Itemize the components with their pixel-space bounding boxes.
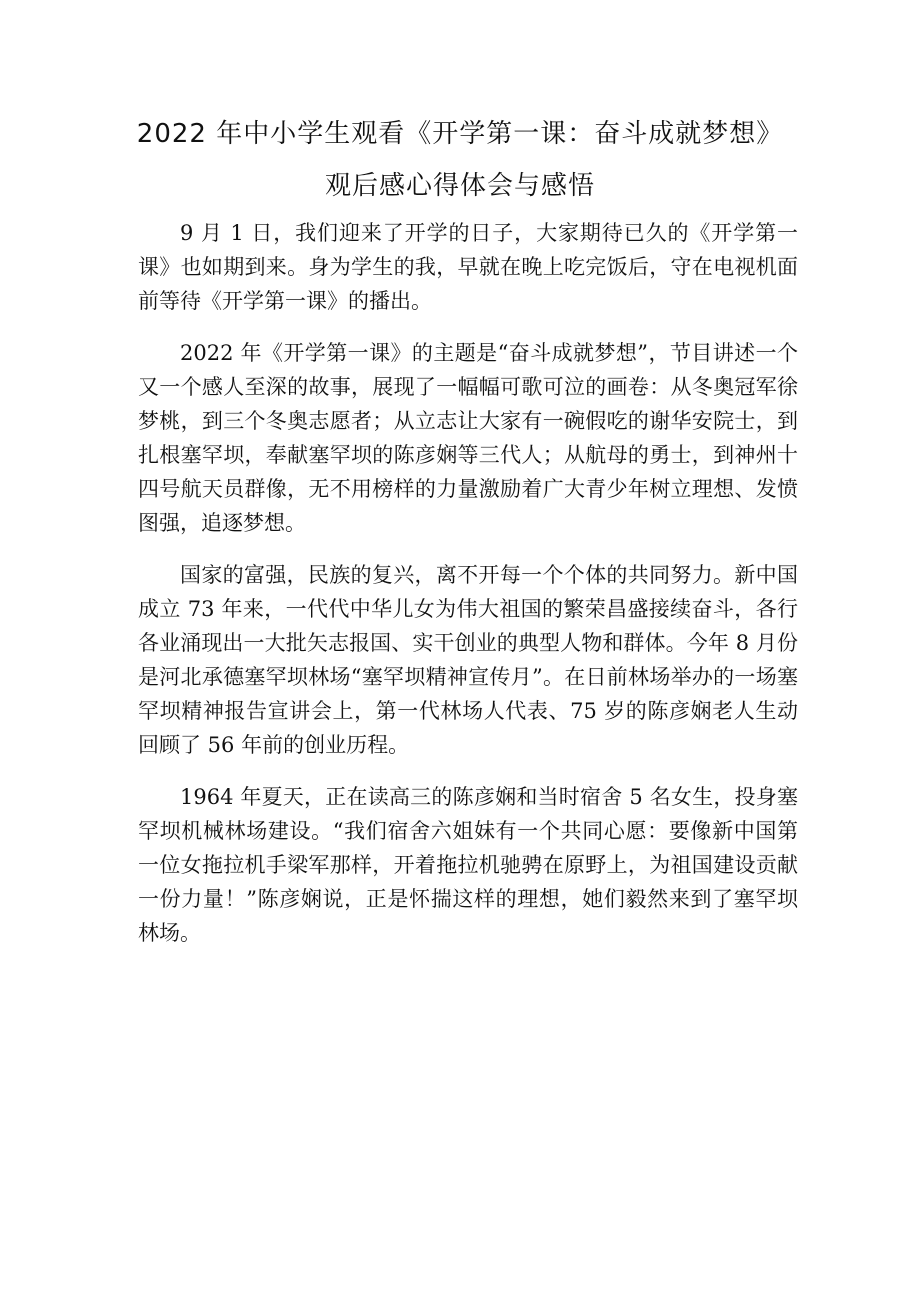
document-title-line-2: 观后感心得体会与感悟 — [324, 171, 595, 201]
paragraph-1: 9 月 1 日，我们迎来了开学的日子，大家期待已久的《开学第一课》也如期到来。身为学生的我，早就在晚上吃完饭后，守在电视机面前等待《开学第一课》的播出。 — [138, 221, 798, 313]
paragraph-2: 2022 年《开学第一课》的主题是“奋斗成就梦想”，节目讲述一个又一个感人至深的故事，展现了一幅幅可歌可泣的画卷：从冬奥冠军徐梦桃，到三个冬奥志愿者；从立志让大家有一碗假吃的谢华安院士，到扎根塞罕坝，奉献塞罕坝的陈彦娴等三代人；从航母的勇士，到神州十四号航天员群像，无不用榜样的力量激励着广大青少年树立理想、发愤图强，追逐梦想。 — [138, 341, 798, 535]
document-title-line-1: 2022 年中小学生观看《开学第一课：奋斗成就梦想》 — [136, 119, 784, 149]
document-body — [138, 216, 798, 950]
paragraph-3: 国家的富强，民族的复兴，离不开每一个个体的共同努力。新中国成立 73 年来，一代代中华儿女为伟大祖国的繁荣昌盛接续奋斗，各行各业涌现出一大批矢志报国、实干创业的典型人物和群体。今年 8 月份是河北承德塞罕坝林场“塞罕坝精神宣传月”。在日前林场举办的一场塞罕坝精神报告宣讲会上，第一代林场人代表、75 岁的陈彦娴老人生动回顾了 56 年前的创业历程。 — [138, 563, 798, 757]
paragraph-4: 1964 年夏天，正在读高三的陈彦娴和当时宿舍 5 名女生，投身塞罕坝机械林场建设。“我们宿舍六姐妹有一个共同心愿：要像新中国第一位女拖拉机手梁军那样，开着拖拉机驰骋在原野上，为祖国建设贡献一份力量！”陈彦娴说，正是怀揣这样的理想，她们毅然来到了塞罕坝林场。 — [138, 785, 798, 945]
